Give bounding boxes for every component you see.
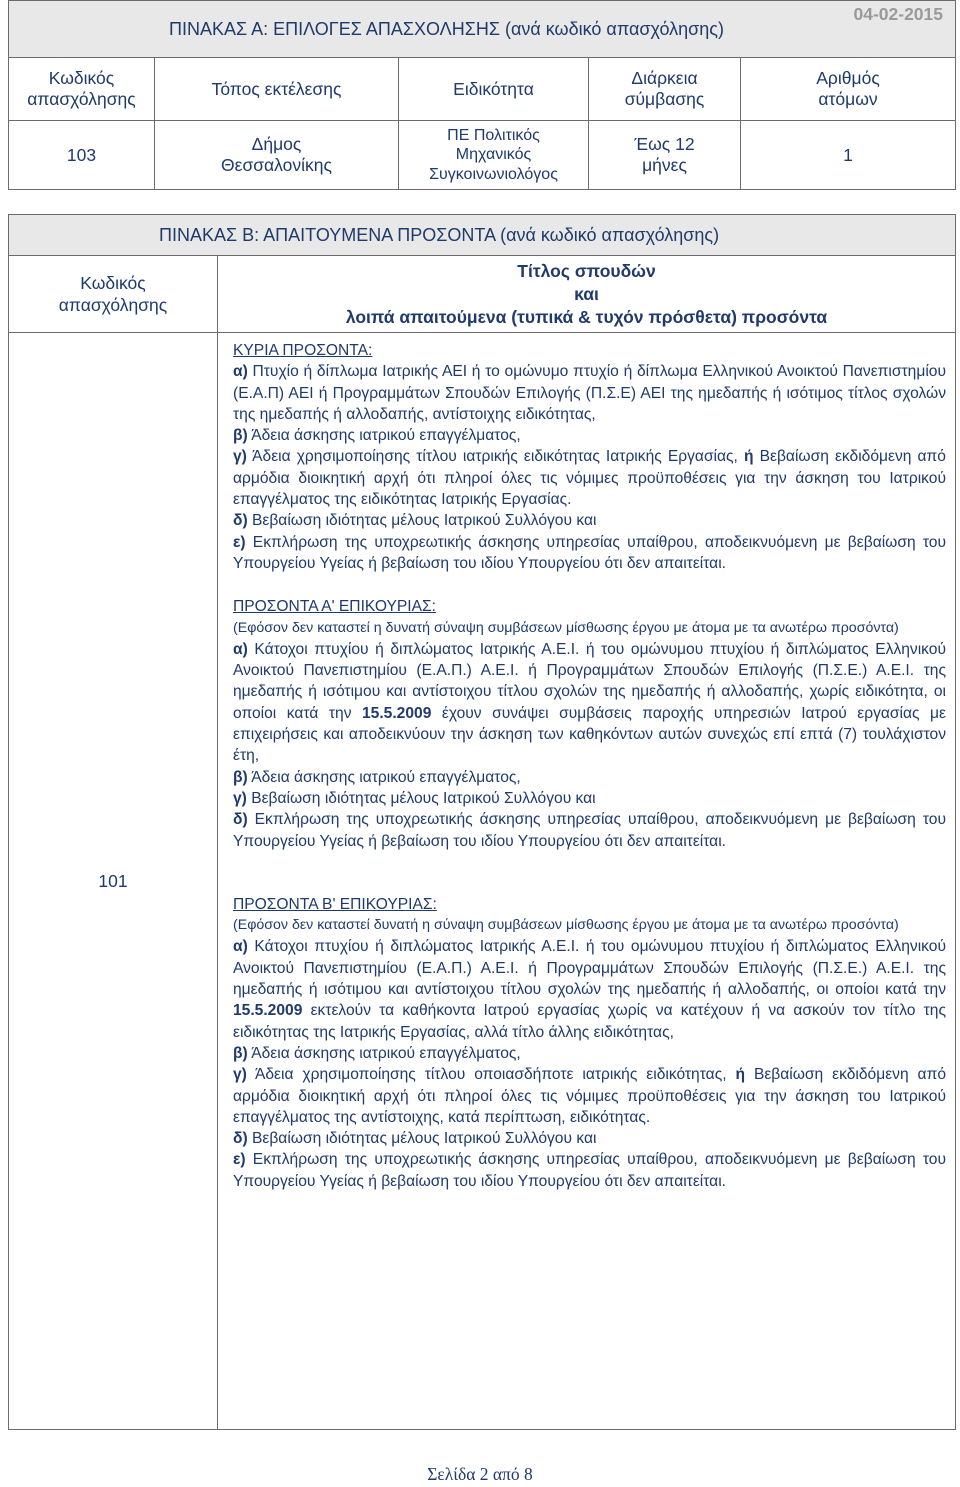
aux-a-item-b: β) Άδεια άσκησης ιατρικού επαγγέλματος, xyxy=(233,768,521,786)
aux-b-item-b: β) Άδεια άσκησης ιατρικού επαγγέλματος, xyxy=(233,1044,521,1062)
aux-b-title: ΠΡΟΣΟΝΤΑ Β' ΕΠΙΚΟΥΡΙΑΣ: xyxy=(233,895,437,913)
main-item-c: γ) Άδεια χρησιμοποίησης τίτλου ιατρικής ειδικότητας Ιατρικής Εργασίας, ή Βεβαίωση εκδιδόμενη από αρμόδια διοικητική αρχή ότι πληροί όλες τις νόμιμες προϋποθέσεις για την άσκηση του Ιατρικού επαγγέλματος της ειδικότητας Ιατρικής Εργασίας. xyxy=(233,448,946,509)
main-item-b: β) Άδεια άσκησης ιατρικού επαγγέλματος, xyxy=(233,427,521,445)
aux-b-note: (Εφόσον δεν καταστεί δυνατή η σύναψη συμβάσεων μίσθωσης έργου με άτομα με τα ανωτέρω προσόντα) xyxy=(233,917,899,934)
main-item-a: α) Πτυχίο ή δίπλωμα Ιατρικής ΑΕΙ ή το ομώνυμο πτυχίο ή δίπλωμα Ελληνικού Ανοικτού Πανεπιστημίου (Ε.Α.Π) ΑΕΙ ή Προγραμμάτων Σπουδών Επιλογής (Π.Σ.Ε) ΑΕΙ της ημεδαπής ή ισότιμος τίτλος σχολών της ημεδαπής ή αλλοδαπής, αντίστοιχης ειδικότητας, xyxy=(233,363,946,423)
main-item-d: δ) Βεβαίωση ιδιότητας μέλους Ιατρικού Συλλόγου και xyxy=(233,512,597,530)
aux-b-item-a: α) Κάτοχοι πτυχίου ή διπλώματος Ιατρικής Α.Ε.Ι. ή του ομώνυμου πτυχίου ή διπλώματος Ελληνικού Ανοικτού Πανεπιστημίου (Ε.Α.Π.) Α.Ε.Ι. ή Προγραμμάτων Σπουδών Επιλογής (Π.Σ.Ε.) Α.Ε.Ι. της ημεδαπής ή ισότιμου και αντίστοιχου τίτλου σχολών της ημεδαπής ή αλλοδαπής, οι οποίοι κατά την 15.5.2009 εκτελούν τα καθήκοντα Ιατρού εργασίας χωρίς να κατέχουν ή να ασκούν τον τίτλο της ειδικότητας της Ιατρικής Εργασίας, αλλά τίτλο άλλης ειδικότητας, xyxy=(233,938,946,1041)
aux-a-item-d: δ) Εκπλήρωση της υποχρεωτικής άσκησης υπηρεσίας υπαίθρου, αποδεικνυόμενη με βεβαίωση του Υπουργείου Υγείας ή βεβαίωση του ιδίου Υπουργείου ότι δεν απαιτείται. xyxy=(233,811,946,850)
table-employment-options xyxy=(8,0,956,190)
aux-b-item-c: γ) Άδεια χρησιμοποίησης τίτλου οποιασδήποτε ιατρικής ειδικότητας, ή Βεβαίωση εκδιδόμενη από αρμόδια διοικητική αρχή ότι πληροί όλες τις νόμιμες προϋποθέσεις για την άσκηση του Ιατρικού επαγγέλματος της αντίστοιχης, κατά περίπτωση, ειδικότητας. xyxy=(233,1066,947,1126)
header-persons: Αριθμός ατόμων xyxy=(741,58,956,121)
row-persons: 1 xyxy=(741,121,956,190)
table-a-title-cell xyxy=(9,1,956,58)
aux-a-item-a: α) Κάτοχοι πτυχίου ή διπλώματος Ιατρικής Α.Ε.Ι. ή του ομώνυμου πτυχίου ή διπλώματος Ελληνικού Ανοικτού Πανεπιστημίου (Ε.Α.Π.) Α.Ε.Ι. ή Προγραμμάτων Σπουδών Επιλογής (Π.Σ.Ε.) Α.Ε.Ι. της ημεδαπής ή ισότιμου και αντίστοιχου τίτλου σχολών της ημεδαπής ή αλλοδαπής, χωρίς ειδικότητα, οι οποίοι κατά την 15.5.2009 έχουν συνάψει συμβάσεις παροχής υπηρεσιών Ιατρού εργασίας με επιχειρήσεις και αποδεικνύουν την άσκηση των καθηκόντων αυτών συνεχώς επί επτά (7) τουλάχιστον έτη, xyxy=(233,640,946,765)
table-b-title: ΠΙΝΑΚΑΣ Β: ΑΠΑΙΤΟΥΜΕΝΑ ΠΡΟΣΟΝΤΑ (ανά κωδικό απασχόλησης) xyxy=(9,215,956,256)
aux-a-title: ΠΡΟΣΟΝΤΑ Α' ΕΠΙΚΟΥΡΙΑΣ: xyxy=(233,598,436,616)
main-item-e: ε) Εκπλήρωση της υποχρεωτικής άσκησης υπηρεσίας υπαίθρου, αποδεικνυόμενη με βεβαίωση του Υπουργείου Υγείας ή βεβαίωση του ιδίου Υπουργείου ότι δεν απαιτείται. xyxy=(233,533,946,572)
aux-b-item-e: ε) Εκπλήρωση της υποχρεωτικής άσκησης υπηρεσίας υπαίθρου, αποδεικνυόμενη με βεβαίωση του Υπουργείου Υγείας ή βεβαίωση του ιδίου Υπουργείου ότι δεν απαιτείται. xyxy=(233,1151,946,1190)
row-specialty: ΠΕ Πολιτικός Μηχανικός Συγκοινωνιολόγος xyxy=(399,121,589,190)
document-date: 04-02-2015 xyxy=(853,4,944,24)
main-qualifications-title: ΚΥΡΙΑ ΠΡΟΣΟΝΤΑ: xyxy=(233,342,373,359)
aux-a-note: (Εφόσον δεν καταστεί η δυνατή σύναψη συμβάσεων μίσθωσης έργου με άτομα με τα ανωτέρω προσόντα) xyxy=(233,619,899,636)
header-place: Τόπος εκτέλεσης xyxy=(155,58,399,121)
table-required-qualifications xyxy=(8,214,956,1430)
table-b-row-code: 101 xyxy=(9,333,218,1430)
header-specialty: Ειδικότητα xyxy=(399,58,589,121)
row-code: 103 xyxy=(9,121,155,190)
table-a-title: ΠΙΝΑΚΑΣ Α: ΕΠΙΛΟΓΕΣ ΑΠΑΣΧΟΛΗΣΗΣ (ανά κωδικό απασχόλησης) xyxy=(169,18,724,39)
page-footer: Σελίδα 2 από 8 xyxy=(427,1464,533,1484)
table-b-header-studies: Τίτλος σπουδών και λοιπά απαιτούμενα (τυπικά & τυχόν πρόσθετα) προσόντα xyxy=(218,256,956,333)
header-code: Κωδικός απασχόλησης xyxy=(9,58,155,121)
row-duration: Έως 12 μήνες xyxy=(589,121,741,190)
header-duration: Διάρκεια σύμβασης xyxy=(589,58,741,121)
table-b-header-code: Κωδικός απασχόλησης xyxy=(9,256,218,333)
aux-b-item-d: δ) Βεβαίωση ιδιότητας μέλους Ιατρικού Συλλόγου και xyxy=(233,1130,597,1148)
aux-a-item-c: γ) Βεβαίωση ιδιότητας μέλους Ιατρικού Συλλόγου και xyxy=(233,789,596,807)
qualifications-body xyxy=(218,333,956,1430)
row-place: Δήμος Θεσσαλονίκης xyxy=(155,121,399,190)
